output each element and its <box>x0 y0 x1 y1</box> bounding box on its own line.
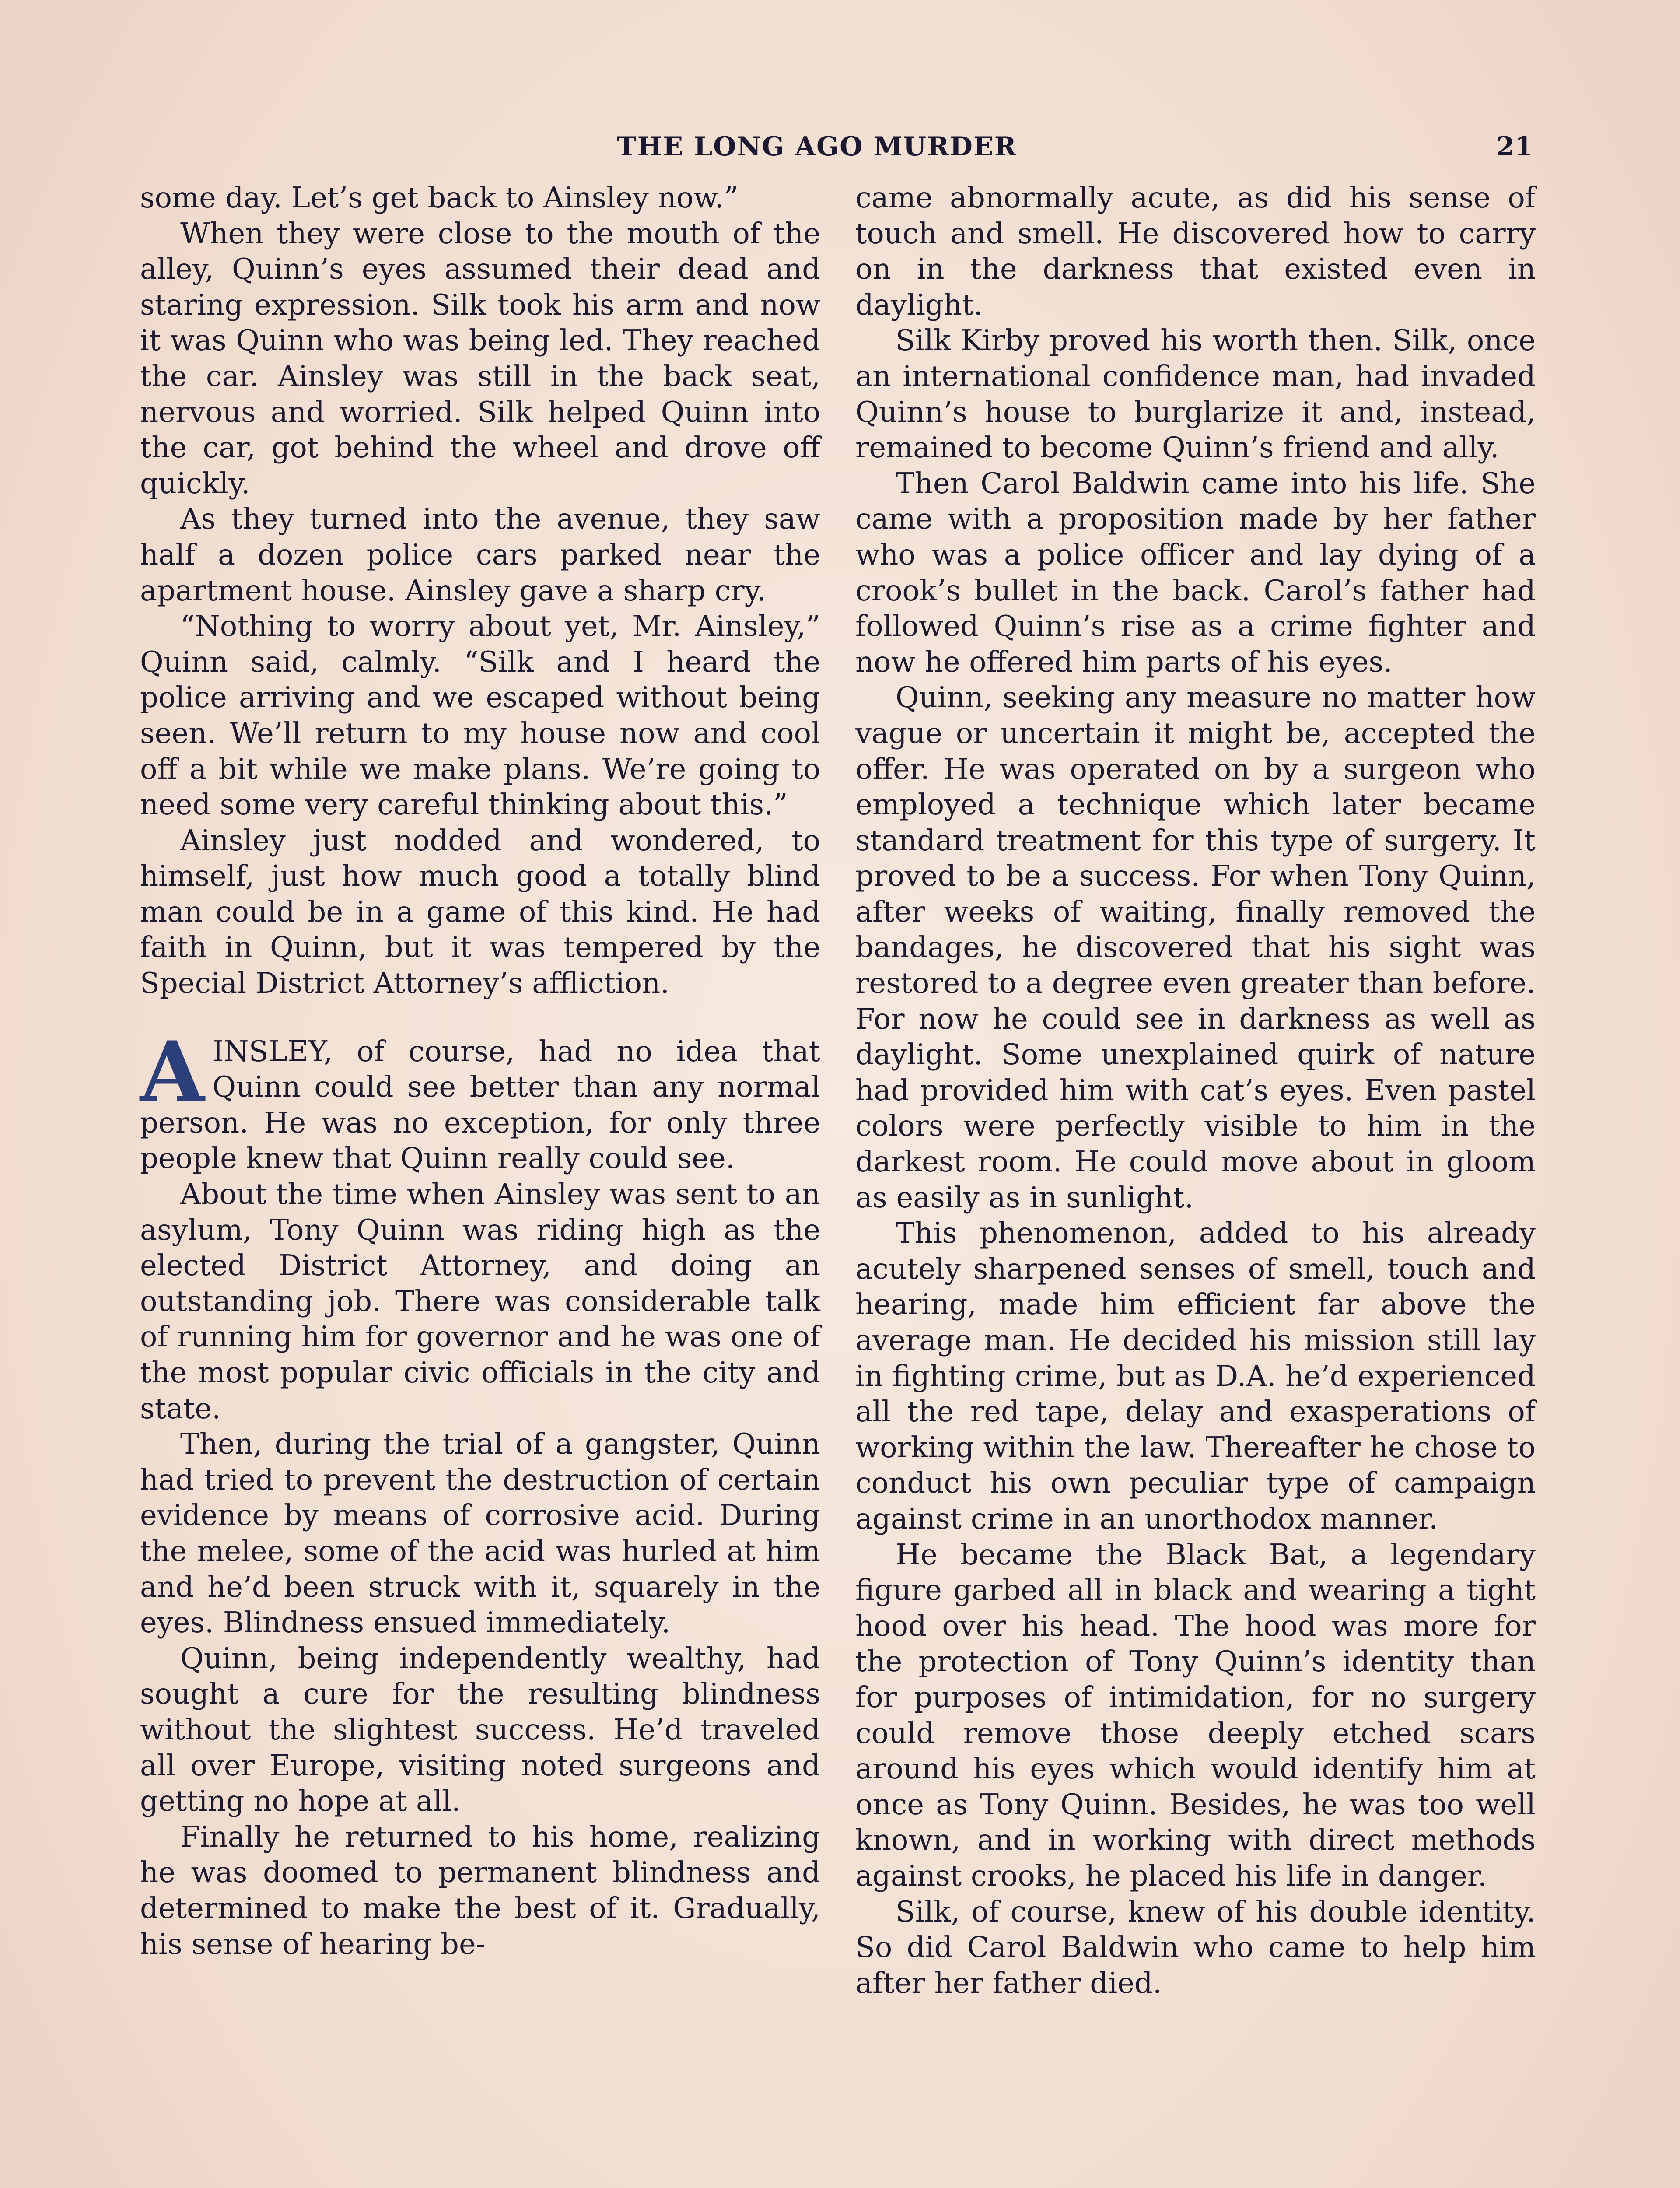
dropcap-paragraph <box>140 1023 820 1177</box>
right-text-column <box>855 180 1536 2001</box>
running-header-title: THE LONG AGO MURDER <box>617 131 1017 162</box>
paragraph: Quinn, seeking any measure no matter how vague or uncertain it might be, accepted the offer. He was operated on by a surgeon who employed a technique which later became standard treatment for this type of surgery. It proved to be a success. For when Tony Quinn, after weeks of waiting, finally removed the bandages, he discovered that his sight was restored to a degree even greater than before. For now he could see in darkness as well as daylight. Some unexplained quirk of nature had provided him with cat’s eyes. Even pastel colors were perfectly visible to him in the darkest room. He could move about in gloom as easily as in sunlight. <box>855 681 1536 1214</box>
paragraph: When they were close to the mouth of the alley, Quinn’s eyes assumed their dead and staring expression. Silk took his arm and now it was Quinn who was being led. They reached the car. Ainsley was still in the back seat, nervous and worried. Silk helped Quinn into the car, got behind the wheel and drove off quickly. <box>140 217 820 500</box>
paragraph: came abnormally acute, as did his sense of touch and smell. He discovered how to carry on in the darkness that existed even in daylight. <box>855 181 1536 322</box>
page-number: 21 <box>1496 131 1533 162</box>
paragraph: some day. Let’s get back to Ainsley now.” <box>140 181 738 214</box>
paragraph: About the time when Ainsley was sent to an asylum, Tony Quinn was riding high as the elected District Attorney, and doing an outstanding job. There was considerable talk of running him for governor and he was one of the most popular civic officials in the city and state. <box>140 1178 820 1425</box>
paragraph: This phenomenon, added to his already acutely sharpened senses of smell, touch and hearing, made him efficient far above the average man. He decided his mission still lay in fighting crime, but as D.A. he’d experienced all the red tape, delay and exasperations of working within the law. Thereafter he chose to conduct his own peculiar type of campaign against crime in an unorthodox manner. <box>855 1217 1536 1536</box>
paragraph: “Nothing to worry about yet, Mr. Ainsley,” Quinn said, calmly. “Silk and I heard the police arriving and we escaped without being seen. We’ll return to my house now and cool off a bit while we make plans. We’re going to need some very careful thinking about this.” <box>140 610 820 822</box>
paragraph: Then, during the trial of a gangster, Quinn had tried to prevent the destruction of certain evidence by means of corrosive acid. During the melee, some of the acid was hurled at him and he’d been struck with it, squarely in the eyes. Blindness ensued immediately. <box>140 1427 820 1640</box>
paragraph: Then Carol Baldwin came into his life. She came with a proposition made by her father who was a police officer and lay dying of a crook’s bullet in the back. Carol’s father had followed Quinn’s rise as a crime fighter and now he offered him parts of his eyes. <box>855 466 1536 679</box>
paragraph: He became the Black Bat, a legendary figure garbed all in black and wearing a tight hood over his head. The hood was more for the protection of Tony Quinn’s identity than for purposes of intimidation, for no surgery could remove those deeply etched scars around his eyes which would identify him at once as Tony Quinn. Besides, he was too well known, and in working with direct methods against crooks, he placed his life in danger. <box>855 1538 1536 1893</box>
paragraph-text: INSLEY, of course, had no idea that Quinn could see better than any normal person. He was no exception, for only three people knew that Quinn really could see. <box>140 1034 820 1175</box>
paragraph: Silk Kirby proved his worth then. Silk, once an international confidence man, had invaded Quinn’s house to burglarize it and, instead, remained to become Quinn’s friend and ally. <box>855 324 1536 465</box>
drop-cap-letter: A <box>140 1023 205 1121</box>
paragraph: As they turned into the avenue, they saw half a dozen police cars parked near the apartment house. Ainsley gave a sharp cry. <box>140 502 820 607</box>
paragraph: Silk, of course, knew of his double identity. So did Carol Baldwin who came to help him after her father died. <box>855 1895 1536 2000</box>
left-text-column <box>140 180 820 1962</box>
paragraph: Quinn, being independently wealthy, had sought a cure for the resulting blindness without the slightest success. He’d traveled all over Europe, visiting noted surgeons and getting no hope at all. <box>140 1641 820 1818</box>
paragraph: Finally he returned to his home, realizing he was doomed to permanent blindness and determined to make the best of it. Gradually, his sense of hearing be- <box>140 1820 820 1961</box>
paragraph: Ainsley just nodded and wondered, to himself, just how much good a totally blind man could be in a game of this kind. He had faith in Quinn, but it was tempered by the Special District Attorney’s affliction. <box>140 824 820 1000</box>
